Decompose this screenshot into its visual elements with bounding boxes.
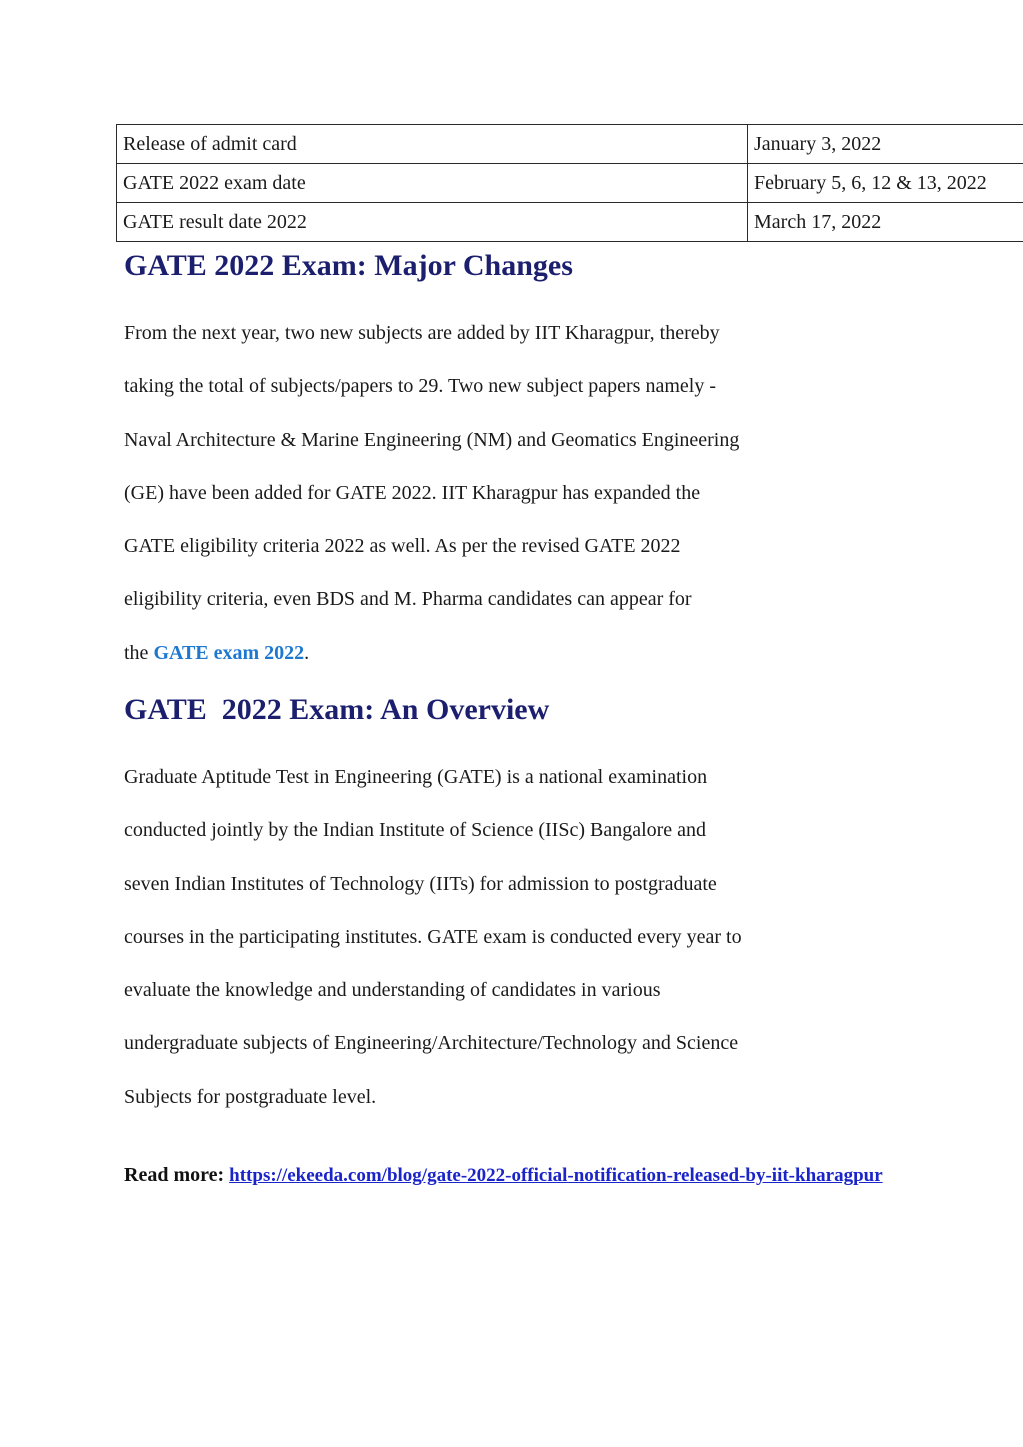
- paragraph-line: Graduate Aptitude Test in Engineering (GATE) is a national examination: [124, 766, 708, 788]
- major-changes-paragraph: [124, 322, 739, 695]
- paragraph-line: undergraduate subjects of Engineering/Architecture/Technology and Science: [124, 1032, 739, 1055]
- read-more-link[interactable]: https://ekeeda.com/blog/gate-2022-official-notification-released-by-iit-kharagpur: [229, 1165, 883, 1186]
- paragraph-line: Naval Architecture & Marine Engineering (NM) and Geomatics Engineering: [124, 428, 740, 451]
- event-cell: GATE 2022 exam date: [117, 164, 748, 203]
- date-cell: January 3, 2022: [748, 125, 1023, 164]
- last-line-prefix: the: [124, 641, 154, 664]
- read-more-label: Read more:: [124, 1164, 225, 1186]
- paragraph-line: GATE eligibility criteria 2022 as well. As per the revised GATE 2022: [124, 535, 681, 558]
- paragraph-last-line: [124, 642, 739, 695]
- paragraph-line: From the next year, two new subjects are added by IIT Kharagpur, thereby: [124, 322, 720, 344]
- last-line-suffix: .: [304, 641, 310, 664]
- event-cell: Release of admit card: [117, 125, 748, 164]
- table-row: [117, 203, 1023, 242]
- major-changes-heading: GATE 2022 Exam: Major Changes: [124, 249, 573, 282]
- event-cell: GATE result date 2022: [117, 203, 748, 242]
- overview-heading: GATE 2022 Exam: An Overview: [124, 693, 550, 726]
- paragraph-line: taking the total of subjects/papers to 29. Two new subject papers namely -: [124, 375, 716, 398]
- date-cell: March 17, 2022: [748, 203, 1023, 242]
- important-dates-table: [116, 124, 1023, 242]
- paragraph-line: evaluate the knowledge and understanding of candidates in various: [124, 979, 661, 1002]
- paragraph-line: eligibility criteria, even BDS and M. Pharma candidates can appear for: [124, 588, 692, 611]
- table-row: [117, 164, 1023, 203]
- date-cell: February 5, 6, 12 & 13, 2022: [748, 164, 1023, 203]
- overview-paragraph: [124, 766, 742, 1139]
- paragraph-line: seven Indian Institutes of Technology (IITs) for admission to postgraduate: [124, 872, 717, 895]
- read-more: [124, 1163, 904, 1188]
- gate-exam-2022-link[interactable]: GATE exam 2022: [153, 641, 305, 664]
- paragraph-line: (GE) have been added for GATE 2022. IIT Kharagpur has expanded the: [124, 481, 701, 504]
- paragraph-line: courses in the participating institutes. GATE exam is conducted every year to: [124, 925, 742, 948]
- table-row: [117, 125, 1023, 164]
- paragraph-line: Subjects for postgraduate level.: [124, 1085, 377, 1108]
- paragraph-line: conducted jointly by the Indian Institute of Science (IISc) Bangalore and: [124, 819, 707, 842]
